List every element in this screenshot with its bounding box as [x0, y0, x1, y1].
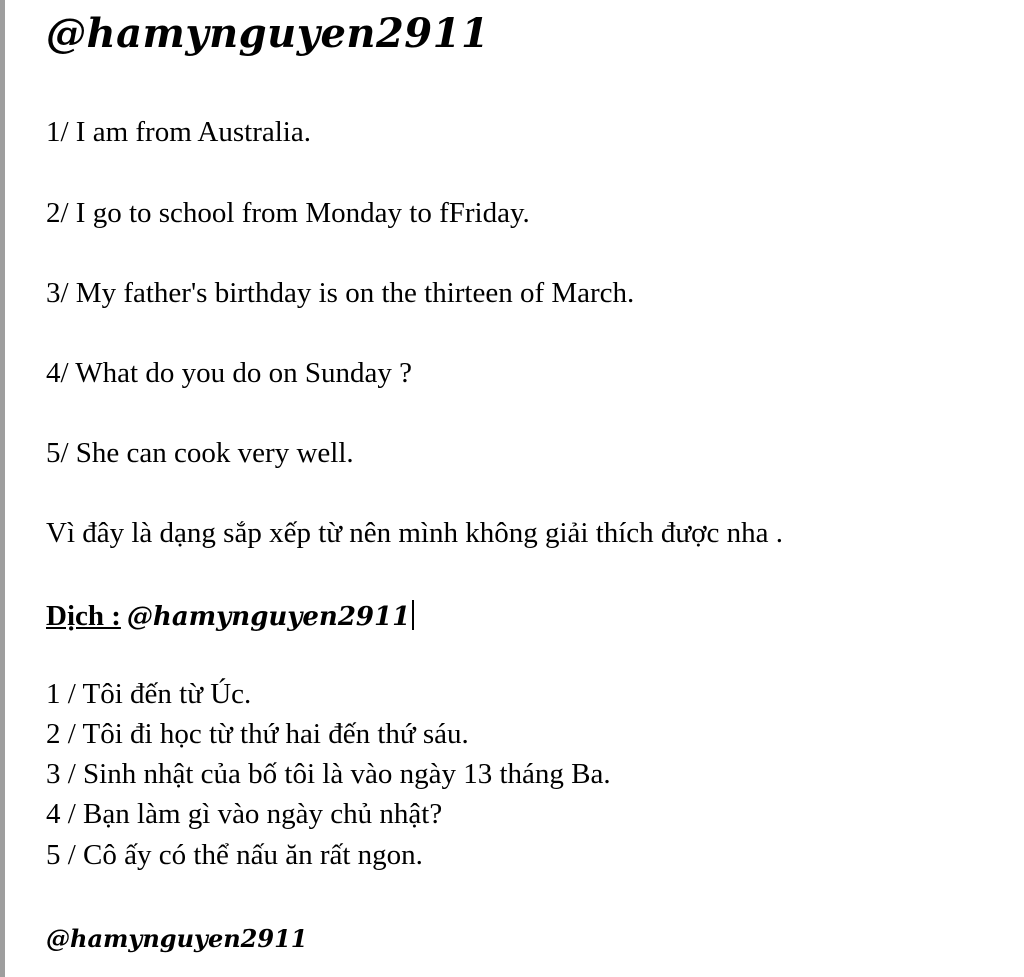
page-left-border — [0, 0, 5, 977]
translation-line-3: 3 / Sinh nhật của bố tôi là vào ngày 13 tháng Ba. — [46, 758, 611, 790]
translation-line-2: 2 / Tôi đi học từ thứ hai đến thứ sáu. — [46, 718, 469, 750]
translation-line-4: 4 / Bạn làm gì vào ngày chủ nhật? — [46, 798, 443, 830]
answer-line-5: 5/ She can cook very well. — [46, 437, 354, 469]
answer-line-4: 4/ What do you do on Sunday ? — [46, 357, 412, 389]
translation-heading — [46, 600, 414, 631]
translation-line-1: 1 / Tôi đến từ Úc. — [46, 678, 252, 710]
translation-label: Dịch : — [46, 600, 121, 632]
header-handle: @hamynguyen2911 — [46, 10, 490, 57]
text-cursor — [412, 600, 414, 630]
answer-line-3: 3/ My father's birthday is on the thirteen of March. — [46, 277, 635, 309]
answer-line-1: 1/ I am from Australia. — [46, 116, 311, 148]
answer-line-2: 2/ I go to school from Monday to fFriday. — [46, 197, 530, 229]
translation-handle: @hamynguyen2911 — [126, 602, 411, 632]
note-line: Vì đây là dạng sắp xếp từ nên mình không giải thích được nha . — [46, 517, 783, 549]
translation-line-5: 5 / Cô ấy có thể nấu ăn rất ngon. — [46, 839, 423, 871]
footer-handle: @hamynguyen2911 — [46, 924, 308, 953]
